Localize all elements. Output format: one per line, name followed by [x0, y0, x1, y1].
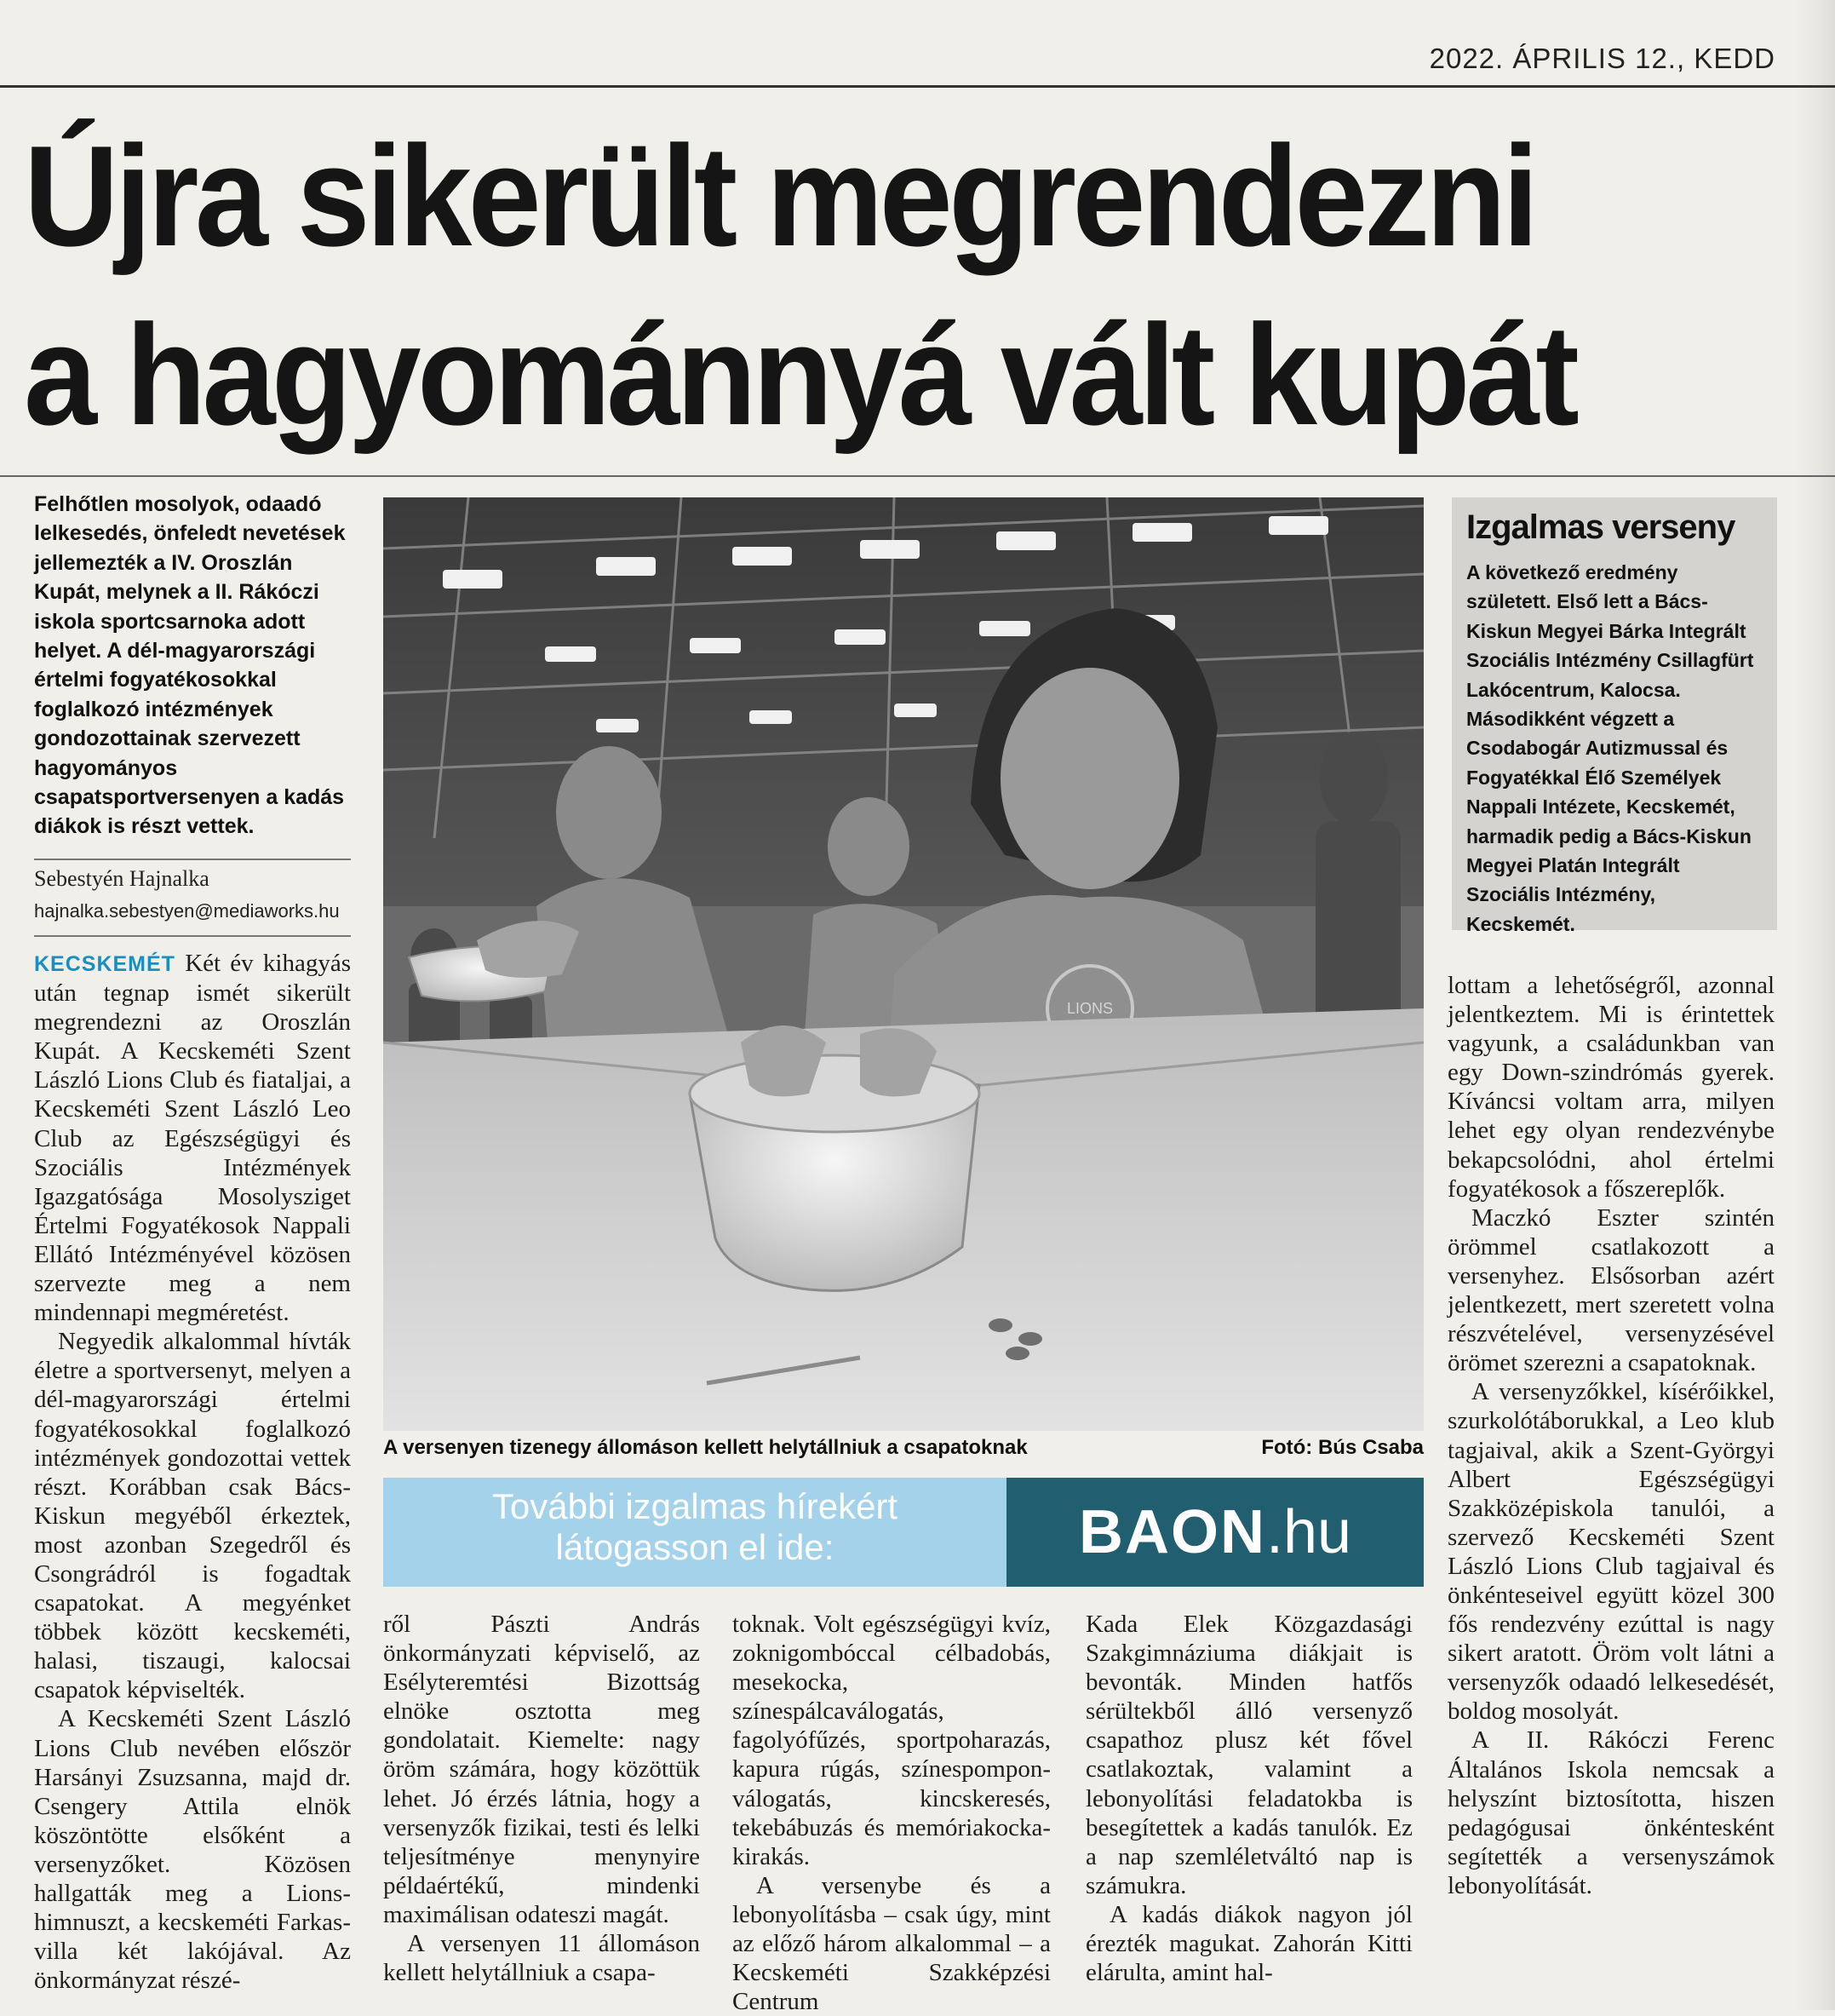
photo-credit: Fotó: Bús Csaba	[1261, 1436, 1424, 1459]
byline-email: hajnalka.sebestyen@mediaworks.hu	[34, 900, 340, 922]
headline-line-2: a hagyománnyá vált kupát	[24, 295, 1576, 455]
dateline-city: KECSKEMÉT	[34, 952, 175, 976]
paper-crease	[1795, 0, 1835, 2010]
column-2-paragraph-1: ről Pászti András önkormányzati képviselő, az Esélyteremtési Bizottság elnöke osztotta meg gondolatait. Kiemelte: nagy öröm számára, hogy közöttük lehet. Jó érzés látnia, hogy a versenyzők fizikai, testi és lelki teljesítménye menynyire példaértékű, mindenki maximálisan odateszi magát.	[383, 1611, 700, 1928]
article-column-5	[1448, 971, 1775, 1900]
column-5-paragraph-3: A versenyzőkkel, kísérőikkel, szurkolótáborukkal, a Leo klub tagjaival, akik a Szent-Györgyi Albert Egészségügyi Szakközépiskola tanulói, a szervező Kecskeméti Szent László Lions Club tagjaival és önkénteseivel együtt közel 300 fős rendezvény ezúttal is nagy sikert aratott. Öröm volt látni a versenyzők odaadó lelkesedését, boldog mosolyát.	[1448, 1378, 1775, 1726]
column-1-paragraph-1: Két év kihagyás után tegnap ismét sikerült megrendezni az Oroszlán Kupát. A Kecskeméti Szent László Lions Club és fiataljai, a Kecskeméti Szent László Leo Club az Egészségügyi és Szociális Intézmények Igazgatósága Mosolysziget Értelmi Fogyatékosok Nappali Ellátó Intézményével közösen szervezte meg a nem mindennapi megméretést.	[34, 950, 351, 1327]
sidebar-text: A következő eredmény született. Első lett a Bács-Kiskun Megyei Bárka Integrált Szociális Intézmény Csillagfürt Lakócentrum, Kalocsa. Másodikként végzett a Csodabogár Autizmussal és Fogyatékkal Élő Személyek Nappali Intézete, Kecskemét, harmadik pedig a Bács-Kiskun Megyei Platán Integrált Szociális Intézmény, Kecskemét.	[1466, 561, 1754, 935]
banner-text-line-2: látogasson el ide:	[555, 1527, 834, 1567]
byline-author: Sebestyén Hajnalka	[34, 866, 209, 891]
column-2-paragraph-2: A versenyen 11 állomáson kellett helytállniuk a csapa-	[383, 1930, 700, 1987]
article-photo	[383, 497, 1424, 1431]
article-column-3	[732, 1610, 1051, 2016]
byline-rule-bottom	[34, 935, 351, 937]
lead-paragraph: Felhőtlen mosolyok, odaadó lelkesedés, önfeledt nevetések jellemezték a IV. Oroszlán Kupát, melynek a II. Rákóczi iskola sportcsarnoka adott helyet. A dél-magyarországi értelmi fogyatékosokkal foglalkozó intézmények gondozottainak szervezett hagyományos csapatsportversenyen a kadás diákok is részt vettek.	[34, 492, 346, 839]
banner-brand-tld: .hu	[1265, 1498, 1352, 1566]
column-5-paragraph-2: Maczkó Eszter szintén örömmel csatlakozott a versenyhez. Elsősorban azért jelentkezett, mert szeretett volna részvételével, versenyzésével örömet szerezni a csapatoknak.	[1448, 1203, 1775, 1377]
column-5-paragraph-4: A II. Rákóczi Ferenc Általános Iskola nemcsak a helyszínt biztosította, hiszen pedagógusai önkéntesként segítették a versenyszámok lebonyolítását.	[1448, 1726, 1775, 1899]
photo-caption: A versenyen tizenegy állomáson kellett helytállniuk a csapatoknak	[383, 1436, 1028, 1459]
shirt-logo-text: LIONS	[1066, 1000, 1114, 1017]
sidebar-title: Izgalmas verseny	[1466, 508, 1735, 546]
headline-line-1: Újra sikerült megrendezni	[24, 116, 1535, 276]
column-3-paragraph-2: A versenybe és a lebonyolításba – csak úgy, mint az előző három alkalommal – a Kecskeméti Szakképzési Centrum	[732, 1871, 1051, 2016]
column-1-paragraph-2: Negyedik alkalommal hívták életre a sportversenyt, melyen a dél-magyarországi értelmi fogyatékosokkal foglalkozó intézmények gondozottai vettek részt. Korábban csak Bács-Kiskun megyéből érkeztek, most azonban Szegedről és Csongrádról is fogadtak csapatokat. A megyénket többek között kecskeméti, halasi, tiszaugi, kalocsai csapatok képviselték.	[34, 1328, 351, 1704]
column-4-paragraph-1: Kada Elek Közgazdasági Szakgimnáziuma diákjait is bevonták. Minden hatfős sérültekből álló versenyző csapathoz plusz két fővel csatlakoztak, valamint a lebonyolítási feladatokba is besegítettek a kadás tanulók. Ez a nap szemléletváltó nap is számukra.	[1086, 1611, 1413, 1899]
banner-text-line-1: További izgalmas hírekért	[491, 1486, 898, 1526]
banner-text[interactable]	[383, 1486, 1006, 1568]
article-column-2	[383, 1610, 700, 1987]
article-column-4	[1086, 1610, 1413, 1987]
column-4-paragraph-2: A kadás diákok nagyon jól érezték magukat. Zahorán Kitti elárulta, amint hal-	[1086, 1900, 1413, 1987]
photo-caption-row	[383, 1436, 1424, 1460]
article-column-1	[34, 949, 351, 1995]
column-1-paragraph-3: A Kecskeméti Szent László Lions Club nevében először Harsányi Zsuzsanna, majd dr. Csengery Attila elnök köszöntötte elsőként a versenyzőket. Közösen hallgatták meg a Lions-himnuszt, a kecskeméti Farkas-villa két lakójával. Az önkormányzat részé-	[34, 1705, 351, 1995]
issue-date: 2022. ÁPRILIS 12., KEDD	[1429, 43, 1775, 74]
column-5-paragraph-1: lottam a lehetőségről, azonnal jelentkeztem. Mi is érintettek vagyunk, a családunkban van egy Down-szindrómás gyerek. Kíváncsi voltam arra, milyen lehet egy olyan rendezvénybe bekapcsolódni, ahol értelmi fogyatékosok a főszereplők.	[1448, 972, 1775, 1203]
banner-brand-link[interactable]	[1006, 1498, 1424, 1566]
headline-rule	[0, 475, 1835, 477]
column-3-paragraph-1: toknak. Volt egészségügyi kvíz, zoknigombóccal célbadobás, mesekocka, színespálcaválogatás, fagolyófűzés, sportpoharazás, kapura rúgás, színespompon-válogatás, kincskeresés, tekebábuzás és memóriakocka-kirakás.	[732, 1611, 1051, 1870]
banner-brand-name: BAON	[1078, 1498, 1266, 1566]
header-rule	[0, 85, 1835, 88]
byline-rule-top	[34, 859, 351, 860]
